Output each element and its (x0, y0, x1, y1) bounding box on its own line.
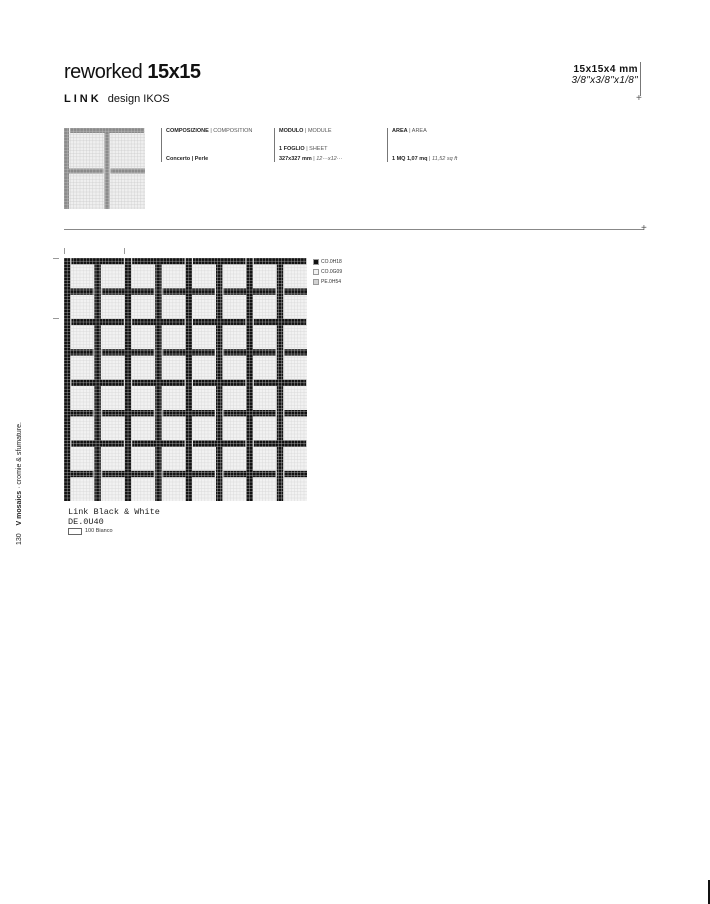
crosshair-mark: + (636, 93, 642, 104)
section-divider (64, 229, 644, 230)
crop-mark (53, 318, 59, 319)
size-inches: 3/8"x3/8"x1/8" (571, 75, 638, 86)
legend-code: CO.0G09 (321, 269, 343, 275)
brand-logo-icon: V (16, 520, 23, 526)
weave-gap (162, 288, 163, 294)
weave-gap (276, 288, 277, 294)
weave-gap (222, 349, 223, 355)
designer: design IKOS (107, 93, 170, 105)
info-divider (161, 128, 162, 162)
page-sidebar (16, 422, 23, 545)
legend-code: PE.0H54 (321, 279, 342, 285)
weave-gap (101, 471, 102, 477)
weave-gap (162, 410, 163, 416)
module-label-en: MODULE (307, 128, 332, 134)
info-divider (274, 128, 275, 162)
size-mm: 15x15x4 mm (573, 64, 638, 75)
legend-swatch (313, 269, 319, 275)
page-number: 130 (16, 533, 23, 545)
weave-gap (276, 471, 277, 477)
weave-gap (215, 349, 216, 355)
module-size: 327x327 mm (279, 156, 312, 162)
product-subtitle (64, 93, 170, 105)
note-swatch (68, 528, 82, 535)
module-sheet: 1 FOGLIO (279, 146, 305, 152)
weave-gap (215, 288, 216, 294)
weave-gap (154, 349, 155, 355)
weave-gap (93, 288, 94, 294)
pattern-note (68, 528, 113, 535)
area-label-en: AREA (411, 128, 427, 134)
info-divider (387, 128, 388, 162)
page-title (64, 60, 200, 84)
module-sheet-en: SHEET (309, 146, 328, 152)
legend-item (313, 259, 342, 265)
weave-gap (101, 410, 102, 416)
weave-gap (93, 410, 94, 416)
area-value: 1 MQ 1,07 mq (392, 156, 428, 162)
crop-mark (53, 258, 59, 259)
weave-gap (222, 410, 223, 416)
area-block: AREA | AREA 1 MQ 1,07 mq | 11,52 sq ft (392, 128, 458, 162)
legend-swatch (313, 279, 319, 285)
area-value-en: 11,52 sq ft (431, 156, 458, 162)
pattern-thumbnail (64, 128, 145, 209)
pattern-code: DE.0U40 (68, 517, 104, 527)
crosshair-mark: + (641, 223, 647, 234)
legend-item (313, 269, 342, 275)
weave-gap (283, 410, 284, 416)
composition-label: COMPOSIZIONE (166, 128, 209, 134)
title-bold: 15x15 (147, 61, 201, 83)
legend-code: CO.0H18 (321, 259, 342, 265)
area-label: AREA (392, 128, 408, 134)
module-label: MODULO (279, 128, 304, 134)
weave-gap (276, 349, 277, 355)
module-size-in: 12···x12··· (316, 156, 343, 162)
weave-gap (154, 288, 155, 294)
note-text: 100 Bianco (85, 528, 113, 534)
weave-gap (162, 471, 163, 477)
weave-gap (276, 410, 277, 416)
composition-block: COMPOSIZIONE | COMPOSITION Concerto | Perle (166, 128, 253, 162)
weave-gap (283, 288, 284, 294)
weave-gap (154, 471, 155, 477)
pattern-name: Link Black & White (68, 507, 160, 517)
composition-label-en: COMPOSITION (213, 128, 253, 134)
brand-name: mosaics (16, 490, 23, 519)
legend-item (313, 279, 342, 285)
product-name: LINK (64, 93, 102, 105)
weave-gap (69, 128, 70, 133)
crop-mark (64, 248, 65, 254)
weave-gap (215, 410, 216, 416)
weave-gap (222, 288, 223, 294)
weave-gap (162, 349, 163, 355)
composition-value: Concerto | Perle (166, 156, 209, 162)
weave-gap (283, 349, 284, 355)
weave-gap (101, 349, 102, 355)
pattern-sheet-image (64, 258, 307, 501)
module-block: MODULO | MODULE 1 FOGLIO | SHEET 327x327 mm | 12···x12··· (279, 128, 343, 162)
weave-gap (101, 288, 102, 294)
weave-gap (93, 349, 94, 355)
brand-tagline: · cromie & sfumature. (16, 422, 23, 489)
weave-gap (154, 410, 155, 416)
legend-swatch (313, 259, 319, 265)
crop-mark (124, 248, 125, 254)
weave-gap (283, 471, 284, 477)
weave-gap (222, 471, 223, 477)
weave-gap (93, 471, 94, 477)
color-legend (313, 259, 342, 285)
weave-horizontal-band (64, 128, 145, 133)
title-light: reworked (64, 61, 143, 83)
header-divider (640, 62, 641, 96)
weave-gap (215, 471, 216, 477)
